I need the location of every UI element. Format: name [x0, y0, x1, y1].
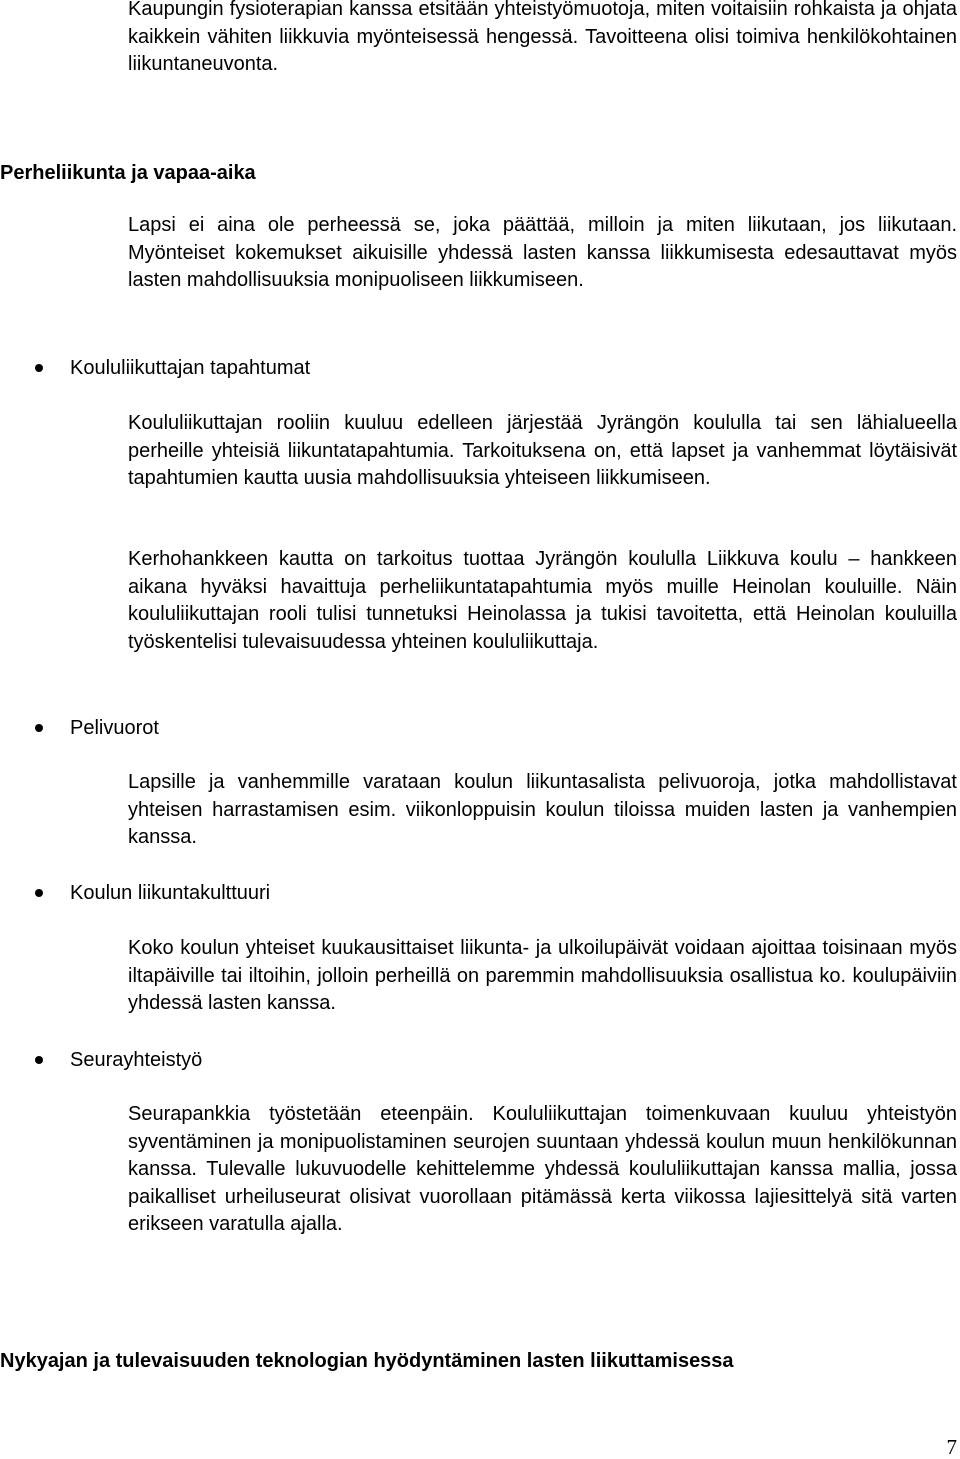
school-mover-events-paragraph-1: Koululiikuttajan rooliin kuuluu edelleen järjestää Jyrängön koululla tai sen lähialueella perheille yhteisiä liikuntatapahtumia. Tarkoituksena on, että lapset ja vanhemmat löytäisivät tapahtumien kautta uusia mahdollisuuksia yhteiseen liikkumiseen. — [128, 412, 957, 489]
intro-paragraph: Kaupungin fysioterapian kanssa etsitään yhteistyömuotoja, miten voitaisiin rohkaista ja ohjata kaikkein vähiten liikkuvia myönteisessä hengessä. Tavoitteena olisi toimiva henkilökohtainen liikuntaneuvonta. — [128, 0, 957, 75]
bullet-item-school-exercise-culture — [0, 880, 600, 908]
bullet-icon — [35, 1056, 43, 1064]
bullet-item-game-shifts — [0, 715, 600, 743]
bullet-icon — [35, 724, 43, 732]
school-exercise-culture-paragraph: Koko koulun yhteiset kuukausittaiset liikunta- ja ulkoilupäivät voidaan ajoittaa toisinaan myös iltapäiville tai iltoihin, jolloin perheillä on paremmin mahdollisuuksia osallistua ko. koulupäiviin yhdessä lasten kanssa. — [128, 937, 957, 1014]
bullet-label: Pelivuorot — [70, 717, 159, 739]
game-shifts-paragraph: Lapsille ja vanhemmille varataan koulun liikuntasalista pelivuoroja, jotka mahdollistavat yhteisen harrastamisen esim. viikonloppuisin koulun tiloissa muiden lasten ja vanhempien kanssa. — [128, 771, 957, 848]
bullet-item-school-mover-events — [0, 355, 600, 383]
school-mover-events-paragraph-2: Kerhohankkeen kautta on tarkoitus tuottaa Jyrängön koululla Liikkuva koulu – hankkeen aikana hyväksi havaittuja perheliikuntatapahtumia myös muille Heinolan kouluille. Näin koululiikuttajan rooli tulisi tunnetuksi Heinolassa ja tukisi tavoitetta, että Heinolan kouluilla työskentelisi tulevaisuudessa yhteinen koululiikuttaja. — [128, 548, 957, 653]
section-heading-family-exercise: Perheliikunta ja vapaa-aika — [0, 162, 256, 184]
bullet-icon — [35, 889, 43, 897]
club-cooperation-paragraph: Seurapankkia työstetään eteenpäin. Koululiikuttajan toimenkuvaan kuuluu yhteistyön syventäminen ja monipuolistaminen seurojen suuntaan yhdessä koulun muun henkilökunnan kanssa. Tulevalle lukuvuodelle kehittelemme yhdessä koululiikuttajan kanssa mallia, jossa paikalliset urheiluseurat olisivat vuorollaan pitämässä kerta viikossa lajiesittelyä sitä varten erikseen varatulla ajalla. — [128, 1103, 957, 1235]
bullet-label: Seurayhteistyö — [70, 1049, 203, 1071]
bullet-label: Koululiikuttajan tapahtumat — [70, 357, 311, 379]
section-heading-technology: Nykyajan ja tulevaisuuden teknologian hyödyntäminen lasten liikuttamisessa — [0, 1350, 734, 1372]
bullet-label: Koulun liikuntakulttuuri — [70, 882, 271, 904]
family-exercise-paragraph: Lapsi ei aina ole perheessä se, joka päättää, milloin ja miten liikutaan, jos liikutaan. Myönteiset kokemukset aikuisille yhdessä lasten kanssa liikkumisesta edesauttavat myös lasten mahdollisuuksia monipuoliseen liikkumiseen. — [128, 214, 957, 291]
page-number: 7 — [946, 1435, 957, 1459]
bullet-icon — [35, 364, 43, 372]
bullet-item-club-cooperation — [0, 1047, 600, 1075]
